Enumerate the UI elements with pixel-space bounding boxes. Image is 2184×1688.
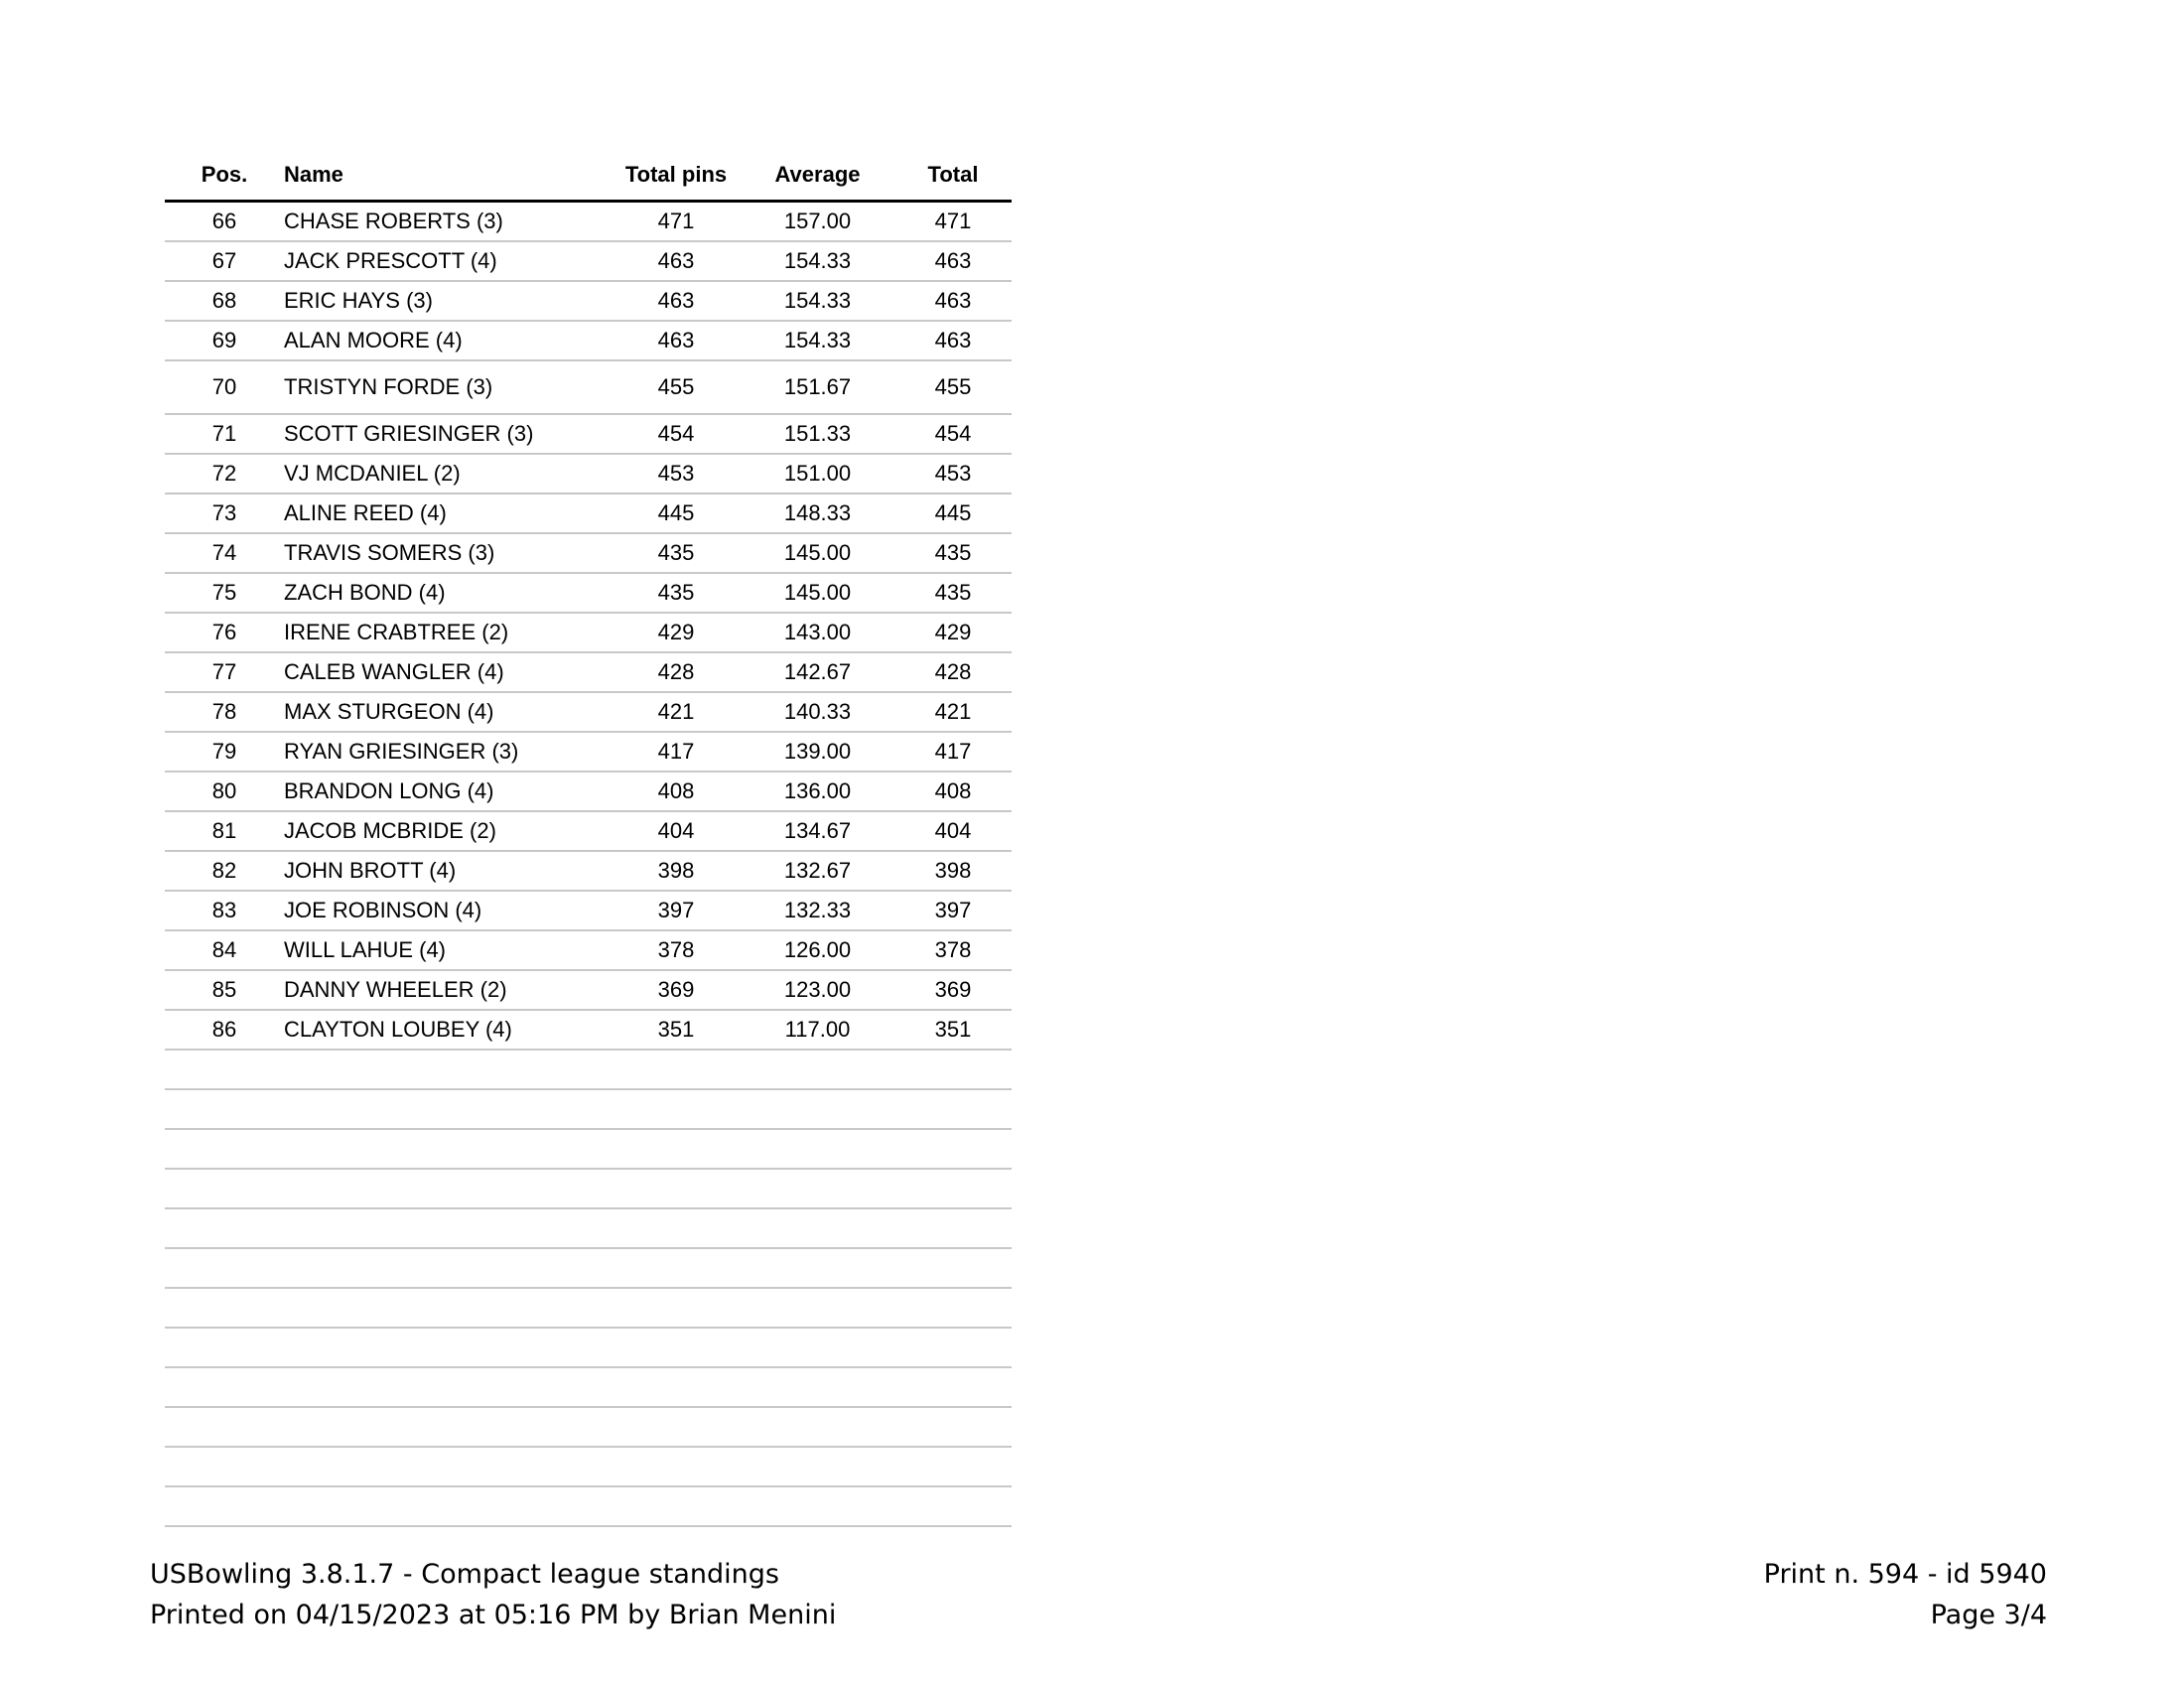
table-row	[165, 534, 1012, 574]
cell-pos: 70	[211, 374, 237, 399]
cell-name: CLAYTON LOUBEY (4)	[284, 1017, 512, 1042]
cell-total-pins: 417	[657, 739, 695, 764]
cell-name: IRENE CRABTREE (2)	[284, 620, 509, 644]
empty-row	[165, 1329, 1012, 1368]
table-header	[165, 156, 1012, 203]
cell-average: 151.33	[783, 421, 852, 446]
cell-total: 398	[934, 858, 972, 883]
cell-pos: 69	[211, 328, 237, 352]
empty-row	[165, 1448, 1012, 1487]
table-row	[165, 1011, 1012, 1051]
cell-average: 140.33	[783, 699, 852, 724]
cell-total: 453	[934, 461, 972, 486]
header-average: Average	[774, 162, 861, 187]
cell-pos: 66	[211, 209, 237, 233]
cell-pos: 86	[211, 1017, 237, 1042]
footer-left	[150, 1554, 836, 1635]
cell-total-pins: 463	[657, 248, 695, 273]
cell-total-pins: 408	[657, 778, 695, 803]
cell-name: SCOTT GRIESINGER (3)	[284, 421, 534, 446]
table-row	[165, 614, 1012, 653]
header-name: Name	[284, 162, 343, 187]
cell-total: 397	[934, 898, 972, 922]
cell-name: DANNY WHEELER (2)	[284, 977, 507, 1002]
cell-average: 132.33	[783, 898, 852, 922]
cell-pos: 78	[211, 699, 237, 724]
table-row	[165, 733, 1012, 773]
cell-pos: 82	[211, 858, 237, 883]
cell-average: 136.00	[783, 778, 852, 803]
header-total: Total	[927, 162, 979, 187]
cell-total-pins: 398	[657, 858, 695, 883]
cell-average: 148.33	[783, 500, 852, 525]
cell-pos: 83	[211, 898, 237, 922]
empty-row	[165, 1209, 1012, 1249]
cell-total: 417	[934, 739, 972, 764]
cell-name: JOE ROBINSON (4)	[284, 898, 482, 922]
cell-total-pins: 428	[657, 659, 695, 684]
cell-total: 471	[934, 209, 972, 233]
cell-average: 154.33	[783, 328, 852, 352]
table-row	[165, 322, 1012, 361]
cell-total: 435	[934, 580, 972, 605]
cell-total: 404	[934, 818, 972, 843]
footer-print-id: Print n. 594 - id 5940	[1763, 1559, 2047, 1590]
cell-average: 143.00	[783, 620, 852, 644]
cell-total-pins: 463	[657, 328, 695, 352]
table-row	[165, 693, 1012, 733]
empty-row	[165, 1170, 1012, 1209]
cell-average: 142.67	[783, 659, 852, 684]
table-row	[165, 931, 1012, 971]
cell-total: 435	[934, 540, 972, 565]
table-body	[165, 203, 1012, 1051]
cell-total-pins: 445	[657, 500, 695, 525]
cell-average: 154.33	[783, 248, 852, 273]
cell-total: 378	[934, 937, 972, 962]
cell-name: WILL LAHUE (4)	[284, 937, 447, 962]
cell-total-pins: 397	[657, 898, 695, 922]
cell-average: 154.33	[783, 288, 852, 313]
cell-average: 145.00	[783, 540, 852, 565]
cell-name: ERIC HAYS (3)	[284, 288, 433, 313]
cell-pos: 76	[211, 620, 237, 644]
cell-average: 151.00	[783, 461, 852, 486]
empty-row	[165, 1368, 1012, 1408]
empty-row	[165, 1051, 1012, 1090]
cell-average: 132.67	[783, 858, 852, 883]
cell-pos: 81	[211, 818, 237, 843]
table-row	[165, 203, 1012, 242]
cell-average: 117.00	[784, 1017, 851, 1042]
table-row	[165, 415, 1012, 455]
cell-pos: 74	[211, 540, 237, 565]
empty-row	[165, 1090, 1012, 1130]
cell-total-pins: 435	[657, 540, 695, 565]
cell-total-pins: 429	[657, 620, 695, 644]
header-total-pins: Total pins	[624, 162, 728, 187]
cell-total-pins: 351	[657, 1017, 695, 1042]
cell-average: 126.00	[783, 937, 852, 962]
cell-total-pins: 463	[657, 288, 695, 313]
cell-total: 463	[934, 328, 972, 352]
table-row	[165, 773, 1012, 812]
cell-name: TRISTYN FORDE (3)	[284, 374, 493, 399]
cell-total: 445	[934, 500, 972, 525]
cell-total: 408	[934, 778, 972, 803]
cell-pos: 71	[211, 421, 237, 446]
cell-name: JOHN BROTT (4)	[284, 858, 457, 883]
cell-total: 463	[934, 288, 972, 313]
cell-name: ALAN MOORE (4)	[284, 328, 463, 352]
table-row	[165, 361, 1012, 415]
cell-name: CHASE ROBERTS (3)	[284, 209, 503, 233]
cell-average: 151.67	[783, 374, 852, 399]
footer-printed-line: Printed on 04/15/2023 at 05:16 PM by Brian Menini	[150, 1600, 837, 1630]
empty-row	[165, 1130, 1012, 1170]
cell-name: BRANDON LONG (4)	[284, 778, 494, 803]
table-row	[165, 892, 1012, 931]
cell-total-pins: 455	[657, 374, 695, 399]
footer-right	[1764, 1554, 2047, 1635]
cell-total: 351	[934, 1017, 972, 1042]
empty-rows	[165, 1051, 1012, 1527]
cell-total-pins: 404	[657, 818, 695, 843]
cell-pos: 75	[211, 580, 237, 605]
cell-total-pins: 471	[657, 209, 695, 233]
footer-app-line: USBowling 3.8.1.7 - Compact league standings	[150, 1559, 779, 1590]
header-pos: Pos.	[201, 162, 248, 187]
empty-row	[165, 1249, 1012, 1289]
cell-average: 134.67	[783, 818, 852, 843]
cell-pos: 80	[211, 778, 237, 803]
cell-total-pins: 453	[657, 461, 695, 486]
cell-name: RYAN GRIESINGER (3)	[284, 739, 519, 764]
table-row	[165, 653, 1012, 693]
standings-table	[165, 156, 1012, 1527]
cell-average: 139.00	[783, 739, 852, 764]
cell-pos: 85	[211, 977, 237, 1002]
table-row	[165, 494, 1012, 534]
cell-total: 454	[934, 421, 972, 446]
cell-name: VJ MCDANIEL (2)	[284, 461, 461, 486]
cell-total: 428	[934, 659, 972, 684]
cell-name: ALINE REED (4)	[284, 500, 447, 525]
cell-total-pins: 378	[657, 937, 695, 962]
cell-total: 421	[934, 699, 972, 724]
cell-pos: 68	[211, 288, 237, 313]
cell-pos: 84	[211, 937, 237, 962]
cell-average: 123.00	[783, 977, 852, 1002]
cell-total: 429	[934, 620, 972, 644]
empty-row	[165, 1289, 1012, 1329]
table-row	[165, 574, 1012, 614]
cell-name: TRAVIS SOMERS (3)	[284, 540, 495, 565]
cell-total-pins: 454	[657, 421, 695, 446]
empty-row	[165, 1487, 1012, 1527]
cell-total: 455	[934, 374, 972, 399]
cell-name: JACOB MCBRIDE (2)	[284, 818, 496, 843]
table-row	[165, 852, 1012, 892]
cell-pos: 67	[211, 248, 237, 273]
footer-page-number: Page 3/4	[1930, 1600, 2047, 1630]
empty-row	[165, 1408, 1012, 1448]
table-row	[165, 971, 1012, 1011]
cell-total: 369	[934, 977, 972, 1002]
cell-name: ZACH BOND (4)	[284, 580, 446, 605]
cell-pos: 77	[211, 659, 237, 684]
cell-average: 157.00	[783, 209, 852, 233]
cell-pos: 79	[211, 739, 237, 764]
cell-total: 463	[934, 248, 972, 273]
cell-pos: 73	[211, 500, 237, 525]
cell-name: JACK PRESCOTT (4)	[284, 248, 497, 273]
cell-average: 145.00	[783, 580, 852, 605]
cell-total-pins: 369	[657, 977, 695, 1002]
table-row	[165, 282, 1012, 322]
cell-name: MAX STURGEON (4)	[284, 699, 494, 724]
cell-total-pins: 435	[657, 580, 695, 605]
cell-total-pins: 421	[657, 699, 695, 724]
table-row	[165, 242, 1012, 282]
table-row	[165, 812, 1012, 852]
cell-pos: 72	[211, 461, 237, 486]
table-row	[165, 455, 1012, 494]
cell-name: CALEB WANGLER (4)	[284, 659, 504, 684]
